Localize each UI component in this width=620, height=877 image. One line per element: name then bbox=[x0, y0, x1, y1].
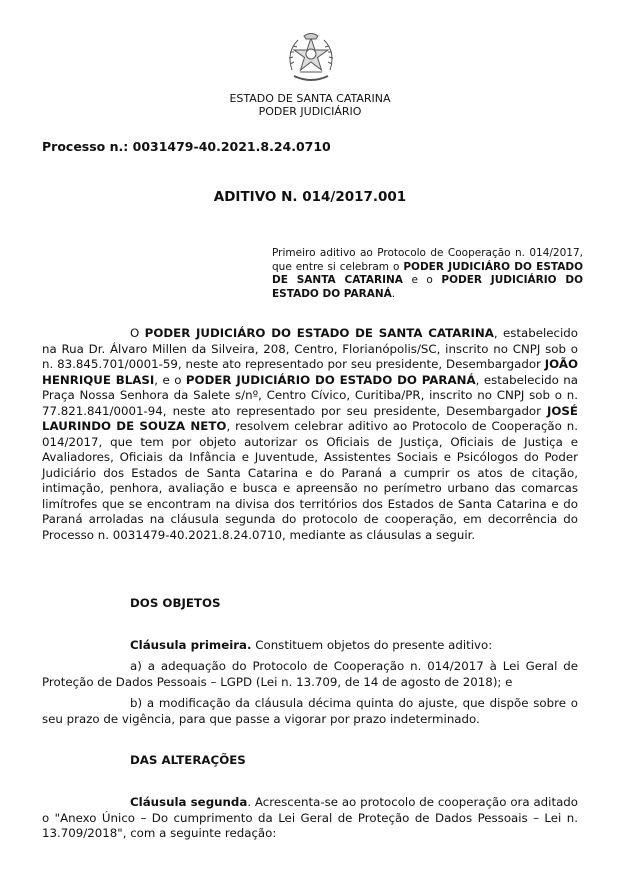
preamble-text: , estabelecido na Praça Nossa Senhora da Salete s/nº, Centro Cívico, Curitiba/PR, inscrito no CNPJ sob o n. 77.821.841/0001-94, neste ato representado por seu presidente, Desembargador bbox=[42, 372, 579, 418]
preamble-text: , estabelecido na Rua Dr. Álvaro Millen da Silveira, 208, Centro, Florianópolis/SC, inscrito no CNPJ sob o n. 83.845.701/0001-59, neste ato representado por seu presidente, Desembargador bbox=[42, 326, 578, 371]
president-pr: JOSÉ LAURINDO DE SOUZA NETO bbox=[42, 403, 578, 433]
preamble-text: , resolvem celebrar aditivo ao Protocolo de Cooperação n. 014/2017, que tem por objeto autorizar os Oficiais de Justiça, Oficiais de Justiça e Avaliadores, Oficiais da Infância e Juventude, Assistentes Sociais e Psicólogos do Poder Judiciário dos Estados de Santa Catarina e do Paraná a cumprir os atos de citação, intimação, penhora, avaliação e busca e apreensão no perímetro urbano das comarcas limítrofes que se encontram na divisa dos territórios dos Estados de Santa Catarina e do Paraná arroladas na cláusula segunda do protocolo de cooperação, em decorrência do Processo n. 0031479-40.2021.8.24.0710, mediante as cláusulas a seguir. bbox=[42, 419, 579, 542]
section-heading-changes: DAS ALTERAÇÕES bbox=[130, 753, 246, 767]
clause-2-paragraph bbox=[42, 795, 578, 842]
summary-party-pr: PODER JUDICIÁRIO DO ESTADO DO PARANÁ bbox=[272, 274, 584, 300]
state-coat-of-arms-icon bbox=[282, 30, 340, 88]
clause-1-paragraph bbox=[42, 638, 578, 654]
section-heading-objects: DOS OBJETOS bbox=[130, 596, 221, 610]
summary-text: Primeiro aditivo ao Protocolo de Cooperação n. 014/2017, que entre si celebram o bbox=[272, 247, 583, 273]
summary-text: . bbox=[391, 287, 396, 300]
clause-1-item-b: b) a modificação da cláusula décima quinta do ajuste, que dispõe sobre o seu prazo de vigência, para que passe a vigorar por prazo indeterminado. bbox=[42, 696, 578, 726]
preamble-paragraph bbox=[42, 326, 578, 543]
document-title: ADITIVO N. 014/2017.001 bbox=[213, 189, 407, 205]
party-pr: PODER JUDICIÁRIO DO ESTADO DO PARANÁ bbox=[185, 372, 476, 387]
summary-party-sc: PODER JUDICIÁRO DO ESTADO DE SANTA CATARINA bbox=[272, 260, 584, 286]
clause-1-label: Cláusula primeira. bbox=[130, 638, 252, 652]
preamble-text: O bbox=[130, 326, 145, 340]
header-state: ESTADO DE SANTA CATARINA bbox=[229, 92, 391, 105]
clause-1-text: Constituem objetos do presente aditivo: bbox=[251, 638, 493, 652]
summary-block bbox=[272, 247, 583, 301]
president-sc: JOÃO HENRIQUE BLASI bbox=[42, 357, 578, 387]
clause-2-text: . Acrescenta-se ao protocolo de cooperação ora aditado o "Anexo Único – Do cumprimento da Lei Geral de Proteção de Dados Pessoais – Lei n. 13.709/2018", com a seguinte redação: bbox=[42, 795, 579, 840]
process-number: Processo n.: 0031479-40.2021.8.24.0710 bbox=[42, 139, 331, 154]
clause-1-item-a: a) a adequação do Protocolo de Cooperação n. 014/2017 à Lei Geral de Proteção de Dados Pessoais – LGPD (Lei n. 13.709, de 14 de agosto de 2018); e bbox=[42, 659, 578, 689]
summary-text: e o bbox=[402, 274, 442, 286]
party-sc: PODER JUDICIÁRO DO ESTADO DE SANTA CATARINA bbox=[144, 326, 494, 340]
header-court: PODER JUDICIÁRIO bbox=[258, 105, 362, 118]
preamble-text: , e o bbox=[154, 372, 186, 387]
clause-2-label: Cláusula segunda bbox=[130, 795, 248, 809]
